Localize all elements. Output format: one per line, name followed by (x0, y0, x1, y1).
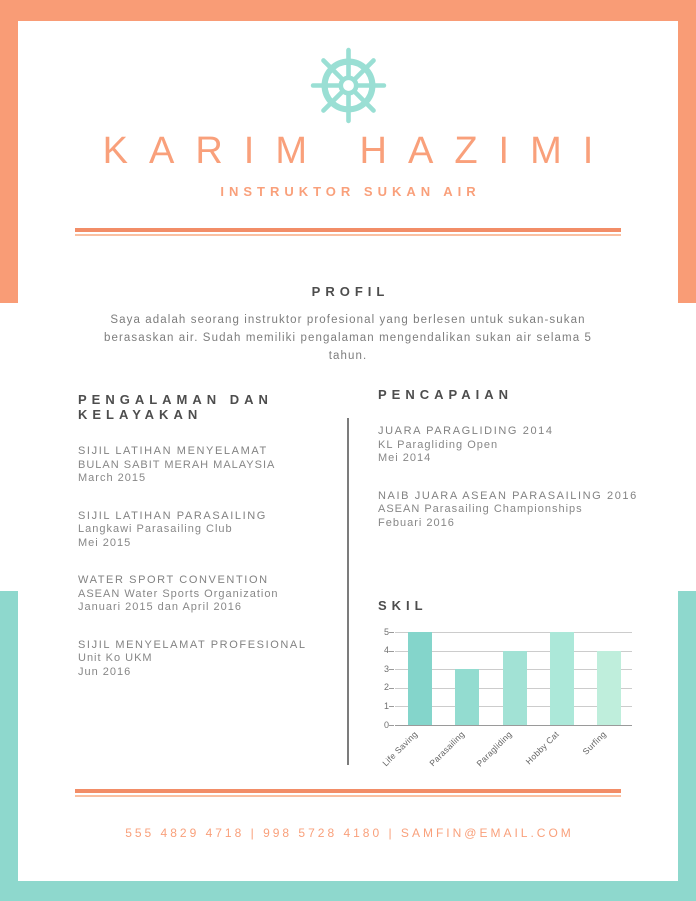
bar-parasailing (455, 669, 479, 725)
contact-info: 555 4829 4718 | 998 5728 4180 | SAMFIN@EMAIL.COM (125, 826, 574, 840)
person-name: KARIM HAZIMI (102, 130, 615, 172)
y-axis-tick (389, 706, 394, 707)
skill-chart-plot (383, 626, 632, 730)
entry-date: March 2015 (78, 472, 147, 484)
entry-title: WATER SPORT CONVENTION (78, 574, 269, 586)
y-axis-label-0: 0 (383, 719, 389, 730)
entry-org: ASEAN Water Sports Organization (78, 587, 279, 600)
bar-life-saving (408, 632, 432, 725)
entry-date: Januari 2015 dan April 2016 (78, 601, 242, 613)
y-axis-label-5: 5 (383, 626, 389, 637)
entry-date: Mei 2015 (78, 536, 132, 549)
bar-surfing (597, 651, 621, 725)
bar-paragliding (503, 651, 527, 725)
gridline-0 (395, 725, 632, 726)
header-divider-line (75, 228, 621, 236)
entry-title: NAIB JUARA ASEAN PARASAILING 2016 (378, 489, 638, 502)
entry-date: Mei 2014 (378, 452, 432, 464)
entry-org: Unit Ko UKM (78, 652, 153, 664)
entry-org: BULAN SABIT MERAH MALAYSIA (78, 458, 276, 471)
experience-entry (78, 574, 334, 615)
bottom-teal-band (0, 881, 696, 901)
y-axis-tick (389, 651, 394, 652)
y-axis-label-1: 1 (383, 700, 389, 711)
entry-title: JUARA PARAGLIDING 2014 (378, 425, 554, 437)
y-axis-tick (389, 632, 394, 633)
entry-date: Febuari 2016 (378, 516, 455, 529)
experience-heading: PENGALAMAN DAN KELAYAKAN (78, 392, 273, 422)
entry-org: ASEAN Parasailing Championships (378, 503, 583, 515)
experience-entry (78, 445, 334, 486)
entry-org: Langkawi Parasailing Club (78, 523, 233, 535)
ship-wheel-icon (310, 47, 387, 124)
entry-title: SIJIL MENYELAMAT PROFESIONAL (78, 638, 307, 651)
x-axis-label: Parasailing (427, 729, 467, 769)
footer-divider-line (75, 789, 621, 797)
x-axis-label: Hobby Cat (523, 729, 561, 767)
column-divider (347, 418, 349, 765)
skill-heading: SKIL (378, 598, 428, 613)
right-teal-band (678, 591, 696, 901)
left-teal-band (0, 591, 18, 901)
y-axis-tick (389, 725, 394, 726)
y-axis-tick (389, 688, 394, 689)
achievement-entry (378, 425, 640, 466)
y-axis-label-3: 3 (383, 663, 389, 674)
skill-bar-chart (378, 622, 640, 780)
y-axis-tick (389, 669, 394, 670)
entry-title: SIJIL LATIHAN MENYELAMAT (78, 445, 268, 457)
entry-title: SIJIL LATIHAN PARASAILING (78, 509, 267, 522)
bar-hobby-cat (550, 632, 574, 725)
experience-entry (78, 639, 334, 680)
achievements-heading: PENCAPAIAN (378, 387, 513, 402)
x-axis-label: Paragliding (474, 729, 514, 769)
profil-text: Saya adalah seorang instruktor profesional yang berlesen untuk sukan-sukan berasaskan air. Sudah memiliki pengalaman mengendalikan sukan air selama 5 tahun. (104, 314, 592, 362)
experience-entry (78, 510, 334, 551)
job-title: INSTRUKTOR SUKAN AIR (220, 184, 481, 199)
skill-chart-xlabels (379, 729, 632, 779)
x-axis-label: Surfing (580, 729, 609, 757)
y-axis-label-4: 4 (383, 645, 389, 656)
profil-heading: PROFIL (311, 284, 390, 299)
x-axis-label: Life Saving (379, 729, 420, 769)
achievement-entry (378, 490, 640, 531)
achievements-section (378, 387, 640, 554)
experience-section (78, 392, 334, 703)
top-coral-band (0, 0, 696, 21)
y-axis-label-2: 2 (383, 682, 389, 693)
entry-org: KL Paragliding Open (378, 438, 499, 451)
entry-date: Jun 2016 (78, 665, 132, 678)
